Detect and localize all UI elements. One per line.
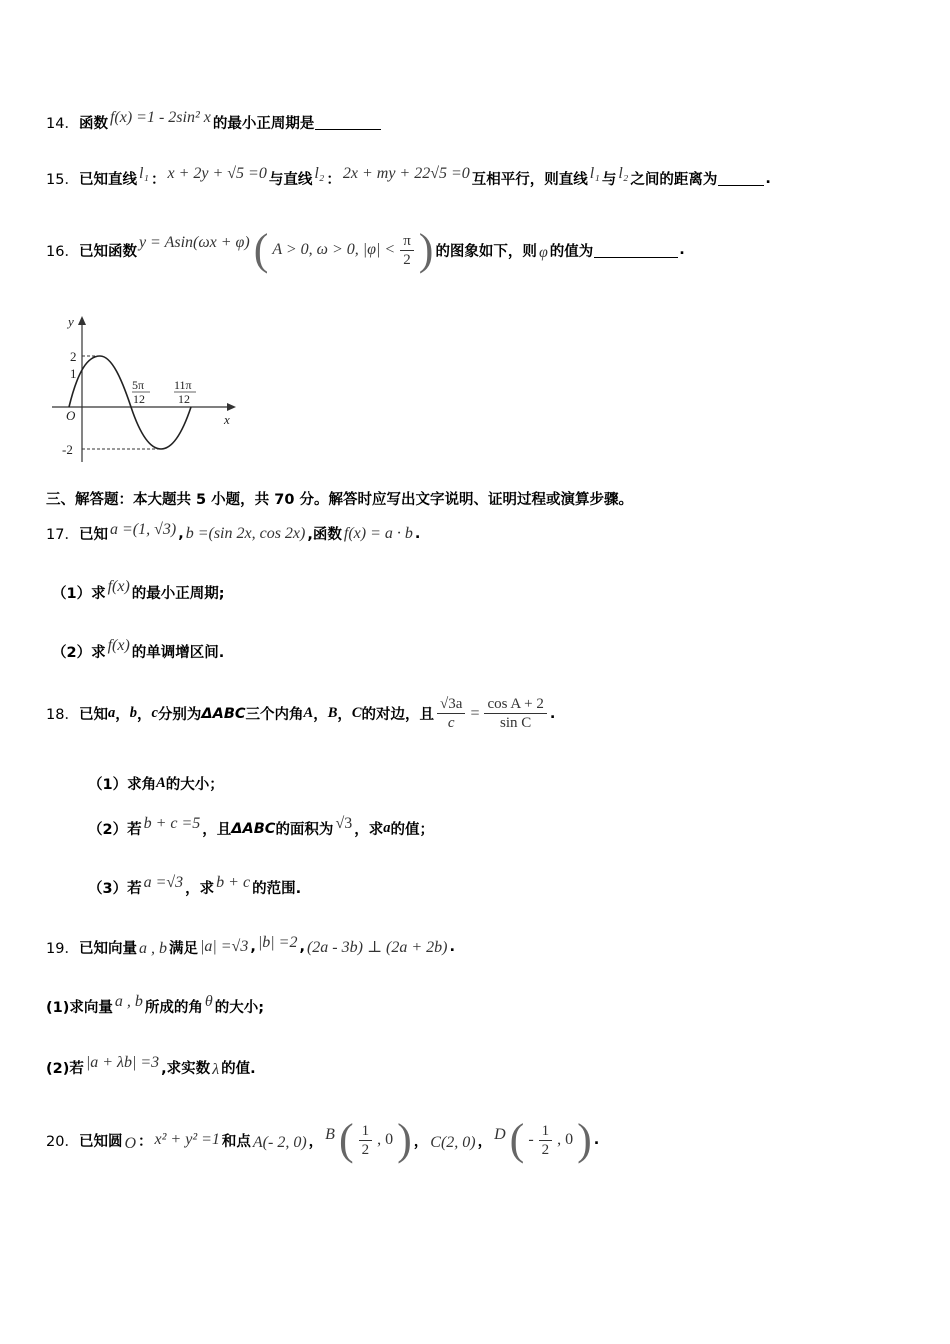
question-19: 19． 已知向量 a , b 满足 |a| =√3 , |b| =2 , (2a - 3b) ⊥ (2a + 2b) .: [46, 934, 455, 957]
q-text: 的最小正周期是: [212, 116, 315, 132]
formula: l₁: [138, 164, 149, 182]
formula: f(x) =1 - 2sin² x: [109, 108, 211, 126]
formula: (2a - 3b) ⊥ (2a + 2b): [306, 939, 448, 956]
answer-blank[interactable]: [315, 115, 381, 130]
question-17: 17． 已知 a =(1, √3) , b =(sin 2x, cos 2x) ,函数 f(x) = a · b .: [46, 520, 421, 543]
q-text: ,函数: [307, 527, 342, 543]
y-label: y: [68, 314, 74, 329]
formula: B: [325, 1126, 335, 1143]
answer-blank[interactable]: [594, 243, 678, 258]
formula: |a + λb| =3: [85, 1054, 160, 1071]
answer-blank[interactable]: [718, 171, 764, 186]
rhs-fraction: $\frac{\text{cos A + 2}}{\text{sin C}}$: [484, 695, 546, 732]
question-15: 15． 已知直线 l₁ ： x + 2y + √5 =0 与直线 l₂ ： 2x + my + 22√5 =0 互相平行，则直线 l₁ 与 l₂ 之间的距离为 .: [46, 164, 771, 188]
x-tick-2-num: 11π: [174, 378, 192, 392]
formula: l₂: [314, 164, 325, 182]
q-text: 已知直线: [78, 172, 137, 188]
formula: x² + y² =1: [154, 1131, 220, 1148]
formula: 2x + my + 22√5 =0: [342, 164, 470, 182]
q17-part-1: （1）求 f(x) 的最小正周期;: [52, 577, 225, 602]
y-axis-arrow: [78, 316, 86, 325]
formula: θ: [204, 992, 213, 1010]
formula: b =(sin 2x, cos 2x): [185, 524, 306, 542]
pi-over-2: $\frac{\pi}{2}$: [400, 232, 414, 269]
x-tick-1-den: 12: [133, 392, 145, 406]
q18-part-3: （3）若 a =√3 ，求 b + c 的范围.: [88, 873, 302, 897]
question-14: [46, 108, 382, 133]
q-text: 函数: [78, 116, 108, 132]
formula: a , b: [138, 940, 167, 957]
formula: λ: [212, 1061, 220, 1078]
q-number: 14．: [46, 116, 79, 132]
q-text: 的图象如下，则: [435, 243, 537, 260]
neg-half-fraction: $\frac{1}{2}$: [539, 1122, 553, 1159]
formula: l₂: [618, 164, 629, 182]
q19-part-2: (2)若 |a + λb| =3 ,求实数 λ 的值.: [46, 1054, 256, 1078]
x-tick-2-den: 12: [178, 392, 190, 406]
formula: f(x): [107, 636, 130, 654]
formula: O: [124, 1135, 137, 1152]
q-number: 20．: [46, 1133, 79, 1150]
q-text: 与直线: [268, 172, 313, 188]
formula: b + c =5: [143, 814, 201, 832]
q-number: 18．: [46, 707, 79, 723]
sine-graph: [46, 310, 246, 470]
origin-label: O: [66, 408, 76, 423]
q-number: 15．: [46, 172, 79, 188]
q-number: 19．: [46, 940, 79, 957]
q19-part-1: (1)求向量 a , b 所成的角 θ 的大小;: [46, 992, 265, 1016]
formula: l₁: [589, 164, 600, 182]
tick-2: 2: [70, 349, 77, 364]
q-text: 与: [601, 172, 617, 188]
x-axis-arrow: [227, 403, 236, 411]
tick-neg2: -2: [62, 442, 73, 457]
question-20: 20． 已知圆 O ： x² + y² =1 和点 A(- 2, 0) ， B ( $\frac{1}{2}$ , 0 ) ， C(2, 0) ， D ( - $\frac{1}{2}$ , 0 ) .: [46, 1115, 600, 1164]
q-number: 16．: [46, 243, 79, 260]
section-header: 三、解答题：本大题共 5 小题，共 70 分。解答时应写出文字说明、证明过程或演算步骤。: [46, 492, 633, 508]
formula: |a| =√3: [199, 938, 249, 955]
q-number: 17．: [46, 527, 79, 543]
x-tick-1-num: 5π: [132, 378, 145, 392]
q-text: 的值为: [549, 243, 594, 260]
formula: D: [494, 1126, 506, 1143]
q18-part-2: （2）若 b + c =5 ，且 ΔABC 的面积为 √3 ，求 a 的值；: [88, 814, 434, 838]
lhs-fraction: $\frac{√3a}{c}$: [437, 695, 465, 732]
q17-part-2: （2）求 f(x) 的单调增区间.: [52, 636, 225, 661]
question-16: 16． 已知函数 y = Asin(ωx + φ) ( A > 0, ω > 0, |φ| < $\frac{\pi}{2}$ ) 的图象如下，则 φ 的值为 .: [46, 225, 685, 274]
formula: A(- 2, 0): [252, 1134, 307, 1151]
q-text: 互相平行，则直线: [471, 172, 588, 188]
sine-curve: [69, 356, 191, 449]
formula: C(2, 0): [430, 1134, 476, 1151]
formula: a =(1, √3): [109, 520, 177, 538]
formula: b + c: [216, 873, 251, 891]
q-text: 之间的距离为: [630, 172, 718, 188]
q18-part-1: （1）求角 A 的大小；: [88, 775, 224, 793]
formula: a =√3: [143, 873, 184, 891]
formula: y = Asin(ωx + φ): [138, 234, 250, 251]
formula: |b| =2: [257, 934, 298, 951]
q-text: 已知: [78, 527, 108, 543]
formula: √3: [335, 814, 353, 832]
formula: f(x) = a · b: [343, 524, 413, 542]
formula: a , b: [114, 992, 143, 1010]
question-18: 18． 已知 a ， b ， c 分别为 ΔABC 三个内角 A ， B ， C 的对边，且 $\frac{√3a}{c}$ = $\frac{\text{cos A + 2}}{\text{sin C}}$ .: [46, 696, 556, 731]
q-text: 已知函数: [78, 243, 137, 260]
formula: A > 0, ω > 0, |φ| <: [272, 241, 396, 258]
x-label: x: [224, 412, 230, 427]
formula: f(x): [107, 577, 130, 595]
formula: x + 2y + √5 =0: [167, 164, 267, 182]
formula: φ: [538, 244, 548, 261]
half-fraction: $\frac{1}{2}$: [359, 1122, 373, 1159]
tick-1: 1: [70, 366, 77, 381]
